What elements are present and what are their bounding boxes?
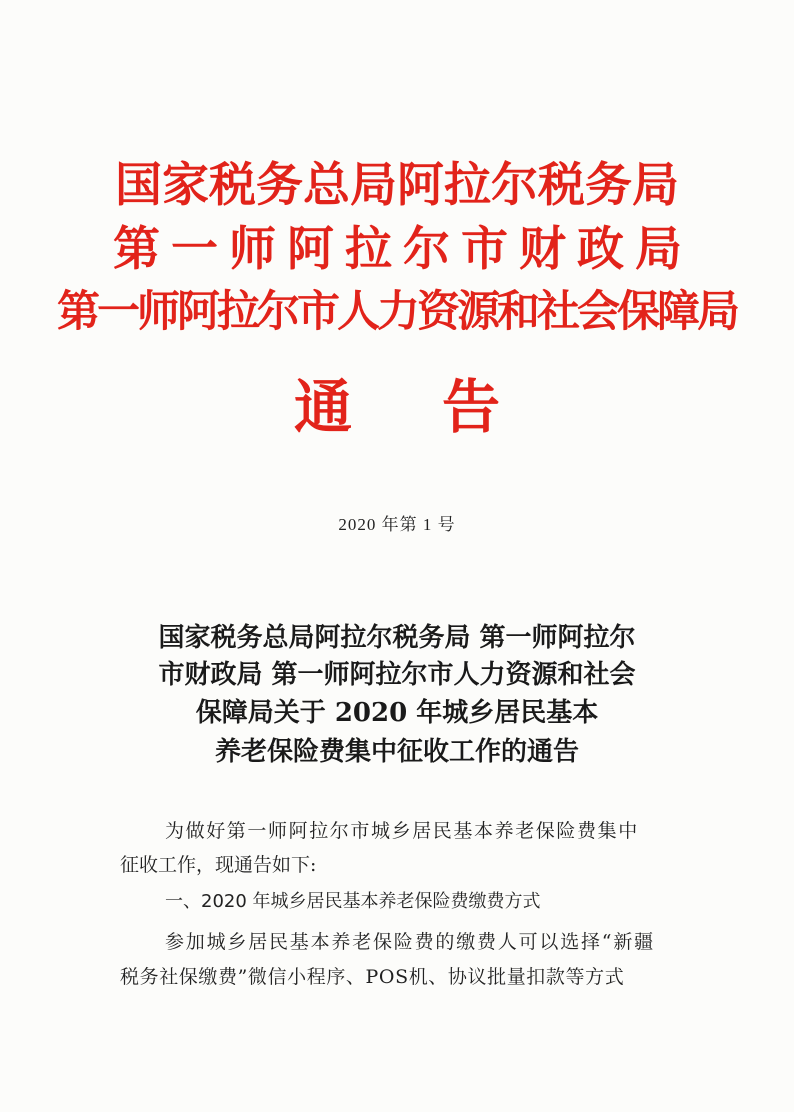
- title-line-3: 保障局关于 2020 年城乡居民基本: [195, 698, 599, 728]
- body-paragraph-2-line-1: 参加城乡居民基本养老保险费的缴费人可以选择“新疆: [165, 931, 655, 953]
- title-line-1: 国家税务总局阿拉尔税务局 第一师阿拉尔: [158, 623, 636, 653]
- document-number: 2020 年第 1 号: [338, 515, 456, 534]
- body-paragraph-1-line-1: 为做好第一师阿拉尔市城乡居民基本养老保险费集中: [165, 820, 639, 842]
- notice-heading: 通告: [293, 373, 590, 441]
- title-line-2: 市财政局 第一师阿拉尔市人力资源和社会: [158, 660, 636, 690]
- issuer-hr-social-security-bureau: 第一师阿拉尔市人力资源和社会保障局: [57, 287, 737, 337]
- issuer-finance-bureau: 第一师阿拉尔市财政局: [113, 222, 693, 277]
- body-paragraph-1-line-2: 征收工作，现通告如下:: [120, 854, 317, 876]
- body-paragraph-2-line-2: 税务社保缴费”微信小程序、POS机、协议批量扣款等方式: [120, 966, 625, 988]
- title-line-4: 养老保险费集中征收工作的通告: [214, 737, 579, 767]
- issuer-tax-bureau: 国家税务总局阿拉尔税务局: [115, 158, 679, 213]
- section-1-heading: 一、2020 年城乡居民基本养老保险费缴费方式: [165, 891, 541, 912]
